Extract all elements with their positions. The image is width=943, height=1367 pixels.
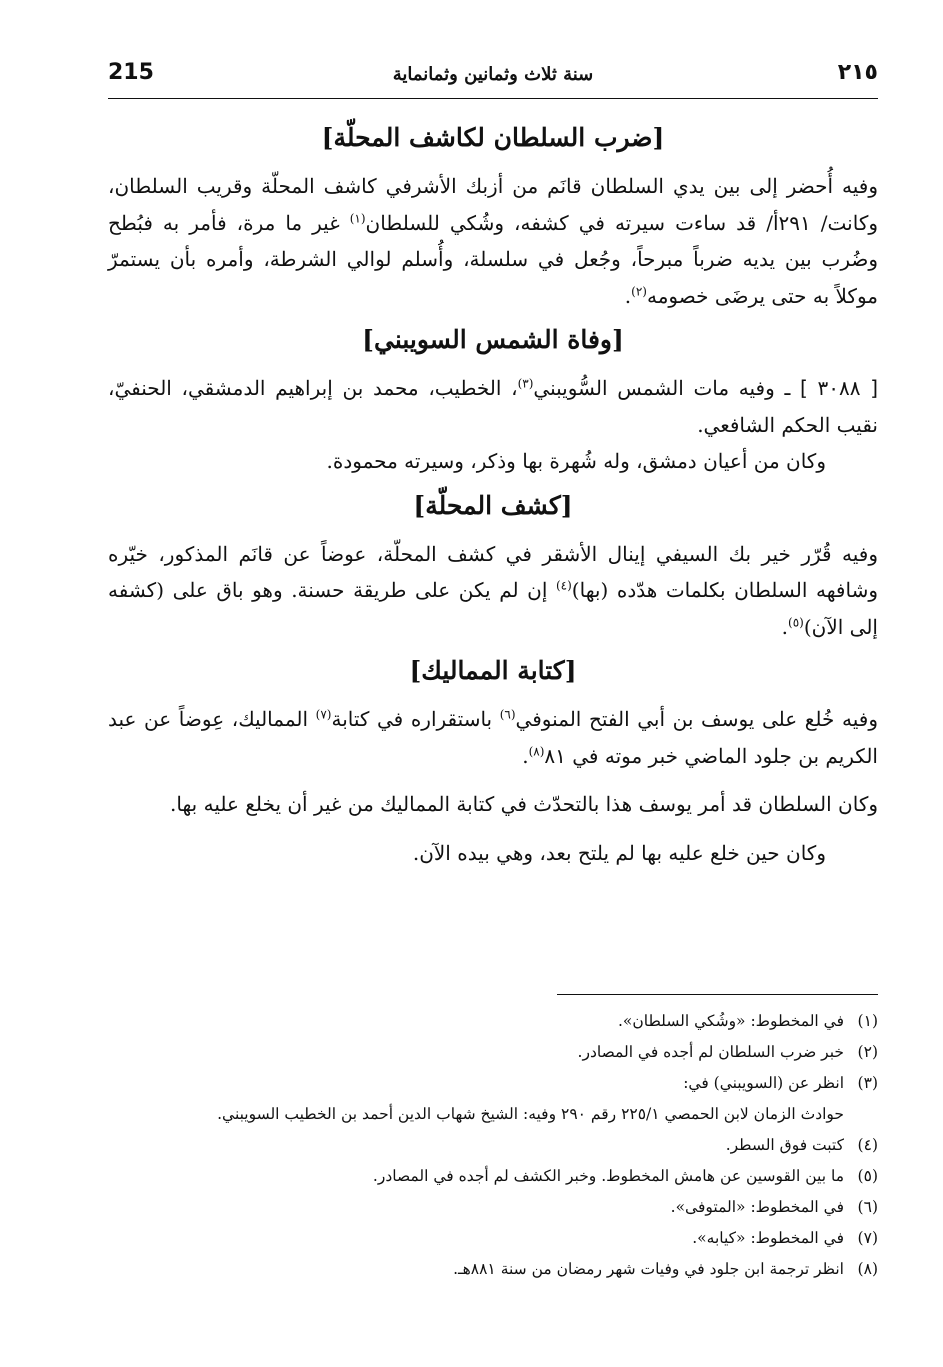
- footnote-ref: (٤): [555, 578, 572, 593]
- footnote: [108, 1037, 878, 1068]
- footnote-text: كتبت فوق السطر.: [725, 1136, 844, 1154]
- page-number-arabic: ٢١٥: [837, 60, 878, 85]
- footnote-number: (٢): [857, 1043, 878, 1061]
- page-number-latin: 215: [108, 60, 154, 85]
- footnote: [108, 1068, 878, 1099]
- section-heading: [وفاة الشمس السويبني]: [362, 325, 624, 354]
- footnote-number: (٥): [857, 1167, 878, 1185]
- footnote-ref: (٣): [517, 376, 534, 391]
- paragraph-gap: [108, 823, 878, 835]
- footnote-number: (٧): [857, 1229, 878, 1247]
- footnote-ref: (٥): [788, 614, 804, 629]
- text-run: باستقراره في كتابة: [331, 707, 500, 731]
- text-run: إن لم يكن على طريقة حسنة. وهو باق على (كشفه إلى الآن): [108, 578, 878, 639]
- text-run: المماليك، عِوضاً عن عبد الكريم بن جلود الماضي خبر موته في ٨١: [108, 707, 878, 768]
- paragraph: [108, 168, 878, 314]
- paragraph: [108, 536, 878, 646]
- paragraph: [108, 443, 878, 480]
- footnote: [108, 1130, 878, 1161]
- footnote-text: انظر عن (السويبني) في:: [683, 1074, 844, 1092]
- text-run: وكان حين خلع عليه بها لم يلتح بعد، وهي بيده الآن.: [412, 840, 826, 865]
- text-run: وكان من أعيان دمشق، وله شُهرة بها وذكر، وسيرته محمودة.: [326, 449, 826, 473]
- running-title: سنة ثلاث وثمانين وثمانماية: [392, 64, 594, 85]
- text-run: .: [624, 283, 632, 308]
- footnote-ref: (٢): [631, 283, 647, 298]
- footnote-text: خبر ضرب السلطان لم أجده في المصادر.: [577, 1043, 844, 1061]
- footnote-text: في المخطوط: «كيابه».: [692, 1229, 844, 1247]
- footnote-text: انظر ترجمة ابن جلود في وفيات شهر رمضان من سنة ٨٨١هـ.: [453, 1260, 844, 1278]
- header-divider: [108, 98, 878, 99]
- paragraph: [108, 786, 878, 823]
- footnote-ref: (١): [349, 210, 366, 225]
- footnote: [108, 1254, 878, 1285]
- footnote-number: (٨): [857, 1260, 878, 1278]
- page-header: [108, 58, 878, 98]
- footnote: [108, 1006, 878, 1037]
- text-run: غير ما مرة، فأمر به فبُطح وضُرب بين يديه ضرباً مبرحاً، وجُعل في سلسلة، وأُسلم لوالي الشرطة، وأمره بأن يستمرّ موكلاً به حتى يرضَى خصومه: [108, 210, 878, 308]
- footnote-number: (٤): [857, 1136, 878, 1154]
- paragraph: [108, 835, 878, 872]
- text-run: وفيه خُلع على يوسف بن أبي الفتح المنوفي: [515, 707, 878, 731]
- footnote-text: في المخطوط: «المتوفى».: [670, 1198, 844, 1216]
- footnote-text: ما بين القوسين عن هامش المخطوط. وخبر الكشف لم أجده في المصادر.: [372, 1167, 844, 1185]
- footnote-ref: (٨): [528, 743, 545, 758]
- footnote: [108, 1161, 878, 1192]
- main-text: [108, 112, 878, 871]
- text-run: ـ وفيه مات الشمس السُّويبني: [533, 376, 801, 400]
- footnote-divider: [557, 994, 878, 995]
- paragraph-gap: [108, 774, 878, 786]
- section-heading: [ضرب السلطان لكاشف المحلّة]: [321, 123, 665, 152]
- text-run: وفيه قُرّر خير بك السيفي إينال الأشقر في كشف المحلّة، عوضاً عن قانَم المذكور، خيّره وشافهه السلطان بكلمات هدّده (بها): [108, 541, 878, 602]
- text-run: .: [522, 743, 529, 768]
- footnote-number: (١): [857, 1012, 878, 1030]
- footnote: [108, 1223, 878, 1254]
- paragraph: [108, 370, 878, 443]
- footnotes: [108, 1006, 878, 1285]
- footnote-number: (٦): [857, 1198, 878, 1216]
- section-heading: [كشف المحلّة]: [413, 490, 573, 520]
- footnote: [108, 1192, 878, 1223]
- text-run: .: [781, 614, 789, 639]
- text-run: وكان السلطان قد أمر يوسف هذا بالتحدّث في كتابة المماليك من غير أن يخلع عليه بها.: [170, 792, 878, 816]
- footnote-continuation: حوادث الزمان لابن الحمصي ٢٢٥/١ رقم ٢٩٠ وفيه: الشيخ شهاب الدين أحمد بن الخطيب السويبني.: [217, 1105, 844, 1123]
- footnote-ref: (٧): [315, 707, 332, 722]
- text-run: ، الخطيب، محمد بن إبراهيم الدمشقي، الحنفيّ، نقيب الحكم الشافعي.: [108, 376, 878, 437]
- text-run: وفيه أُحضر إلى بين يدي السلطان قانَم من أزبك الأشرفي كاشف المحلّة وقريب السلطان، وكانت/ ٢٩١أ/ قد ساءت سيرته في كشفه، وشُكي للسلطان: [108, 174, 878, 235]
- footnote-text: في المخطوط: «وشُكي السلطان».: [617, 1012, 844, 1030]
- footnote-number: (٣): [857, 1074, 878, 1092]
- entry-number: [ ٣٠٨٨ ]: [800, 376, 878, 400]
- footnote-ref: (٦): [499, 707, 516, 722]
- section-heading: [كتابة المماليك]: [409, 656, 577, 685]
- paragraph: [108, 701, 878, 774]
